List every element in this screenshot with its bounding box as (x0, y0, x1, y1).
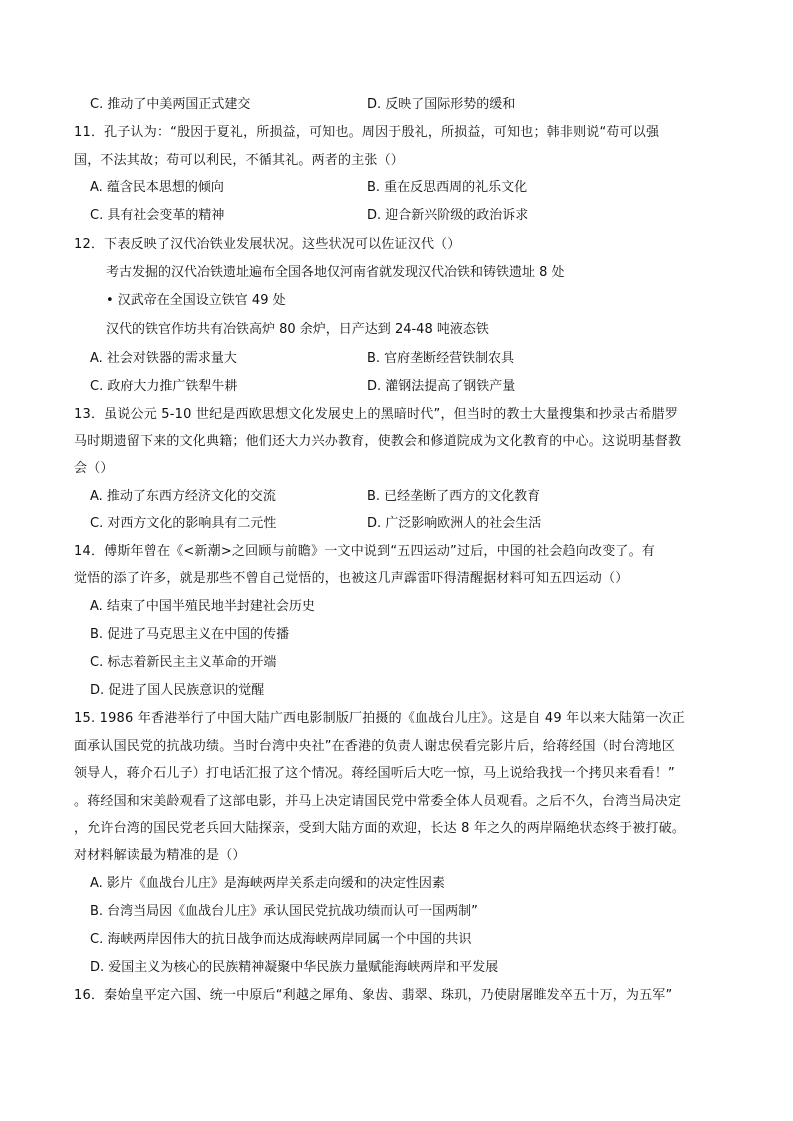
q14-option-a: A. 结束了中国半殖民地半封建社会历史 (90, 599, 315, 614)
q15-stem-line-4: 。蒋经国和宋美龄观看了这部电影，并马上决定请国民党中常委全体人员观看。之后不久，台湾当局决定 (74, 794, 682, 809)
q11-option-a: A. 蕴含民本思想的倾向 (90, 180, 224, 195)
q12-option-b: B. 官府垄断经营铁制农具 (367, 351, 515, 366)
q15-option-a: A. 影片《血战台儿庄》是海峡两岸关系走向缓和的决定性因素 (90, 876, 445, 891)
q14-stem-line-1: 14．傅斯年曾在《<新潮>之回顾与前瞻》一文中说到“五四运动”过后，中国的社会趋向改变了。有 (74, 544, 655, 559)
q15-stem-line-1: 15. 1986 年香港举行了中国大陆广西电影制版厂拍摄的《血战台儿庄》。这是自 49 年以来大陆第一次正 (74, 711, 685, 726)
q13-option-a: A. 推动了东西方经济文化的交流 (90, 489, 276, 504)
q14-option-b: B. 促进了马克思主义在中国的传播 (90, 627, 290, 642)
q15-stem-line-3: 领导人，蒋介石儿子）打电话汇报了这个情况。蒋经国听后大吃一惊，马上说给我找一个拷贝来看看！” (74, 766, 675, 781)
q15-stem-line-6: 对材料解读最为精准的是（） (74, 848, 246, 863)
q15-option-c: C. 海峡两岸因伟大的抗日战争而达成海峡两岸同属一个中国的共识 (90, 932, 472, 947)
q11-option-d: D. 迎合新兴阶级的政治诉求 (367, 208, 529, 223)
q14-option-d: D. 促进了国人民族意识的觉醒 (90, 683, 265, 698)
q14-option-c: C. 标志着新民主主义革命的开端 (90, 655, 277, 670)
q10-option-c: C. 推动了中美两国正式建交 (90, 97, 251, 112)
q15-option-b: B. 台湾当局因《血战台儿庄》承认国民党抗战功绩而认可一国两制” (90, 904, 478, 919)
q13-stem-line-1: 13．虽说公元 5-10 世纪是西欧思想文化发展史上的黑暗时代”，但当时的教士大量搜集和抄录古希腊罗 (74, 407, 679, 422)
q12-table-item-1: 考古发掘的汉代冶铁遗址遍布全国各地仅河南省就发现汉代冶铁和铸铁遗址 8 处 (106, 265, 565, 280)
q12-option-a: A. 社会对铁器的需求量大 (90, 351, 237, 366)
q13-option-b: B. 已经垄断了西方的文化教育 (367, 489, 541, 504)
q11-stem-line-1: 11．孔子认为：“殷因于夏礼，所损益，可知也。周因于殷礼，所损益，可知也；韩非则说“苟可以强 (74, 125, 660, 140)
q14-stem-line-2: 觉悟的添了许多，就是那些不曾自己觉悟的，也被这几声霹雷吓得清醒据材料可知五四运动（） (74, 571, 629, 586)
q12-option-d: D. 灌钢法提高了钢铁产量 (367, 379, 516, 394)
q16-stem-line-1: 16．秦始皇平定六国、统一中原后“利越之犀角、象齿、翡翠、珠玑，乃使尉屠睢发卒五十万，为五军” (74, 988, 673, 1003)
q15-option-d: D. 爱国主义为核心的民族精神凝聚中华民族力量赋能海峡两岸和平发展 (90, 960, 499, 975)
q12-stem-line-1: 12．下表反映了汉代冶铁业发展状况。这些状况可以佐证汉代（） (74, 237, 461, 252)
q12-table-item-2: • 汉武帝在全国设立铁官 49 处 (106, 293, 286, 308)
q10-option-d: D. 反映了国际形势的缓和 (367, 97, 516, 112)
q13-option-c: C. 对西方文化的影响具有二元性 (90, 516, 277, 531)
q15-stem-line-5: ，允许台湾的国民党老兵回大陆探亲，受到大陆方面的欢迎，长达 8 年之久的两岸隔绝状态终于被打破。 (74, 821, 686, 836)
q11-option-c: C. 具有社会变革的精神 (90, 208, 225, 223)
q13-option-d: D. 广泛影响欧洲人的社会生活 (367, 516, 542, 531)
q12-table-item-3: 汉代的铁官作坊共有冶铁高炉 80 余炉，日产达到 24-48 吨液态铁 (106, 322, 489, 337)
q12-option-c: C. 政府大力推广铁犁牛耕 (90, 379, 238, 394)
q13-stem-line-3: 会（） (74, 461, 114, 476)
q15-stem-line-2: 面承认国民党的抗战功绩。当时台湾中央社”在香港的负责人谢忠侯看完影片后，给蒋经国（时台湾地区 (74, 739, 675, 754)
q11-option-b: B. 重在反思西周的礼乐文化 (367, 180, 528, 195)
q11-stem-line-2: 国，不法其故；苟可以利民，不循其礼。两者的主张（） (74, 153, 405, 168)
q13-stem-line-2: 马时期遗留下来的文化典籍；他们还大力兴办教育，使教会和修道院成为文化教育的中心。这说明基督教 (74, 434, 682, 449)
